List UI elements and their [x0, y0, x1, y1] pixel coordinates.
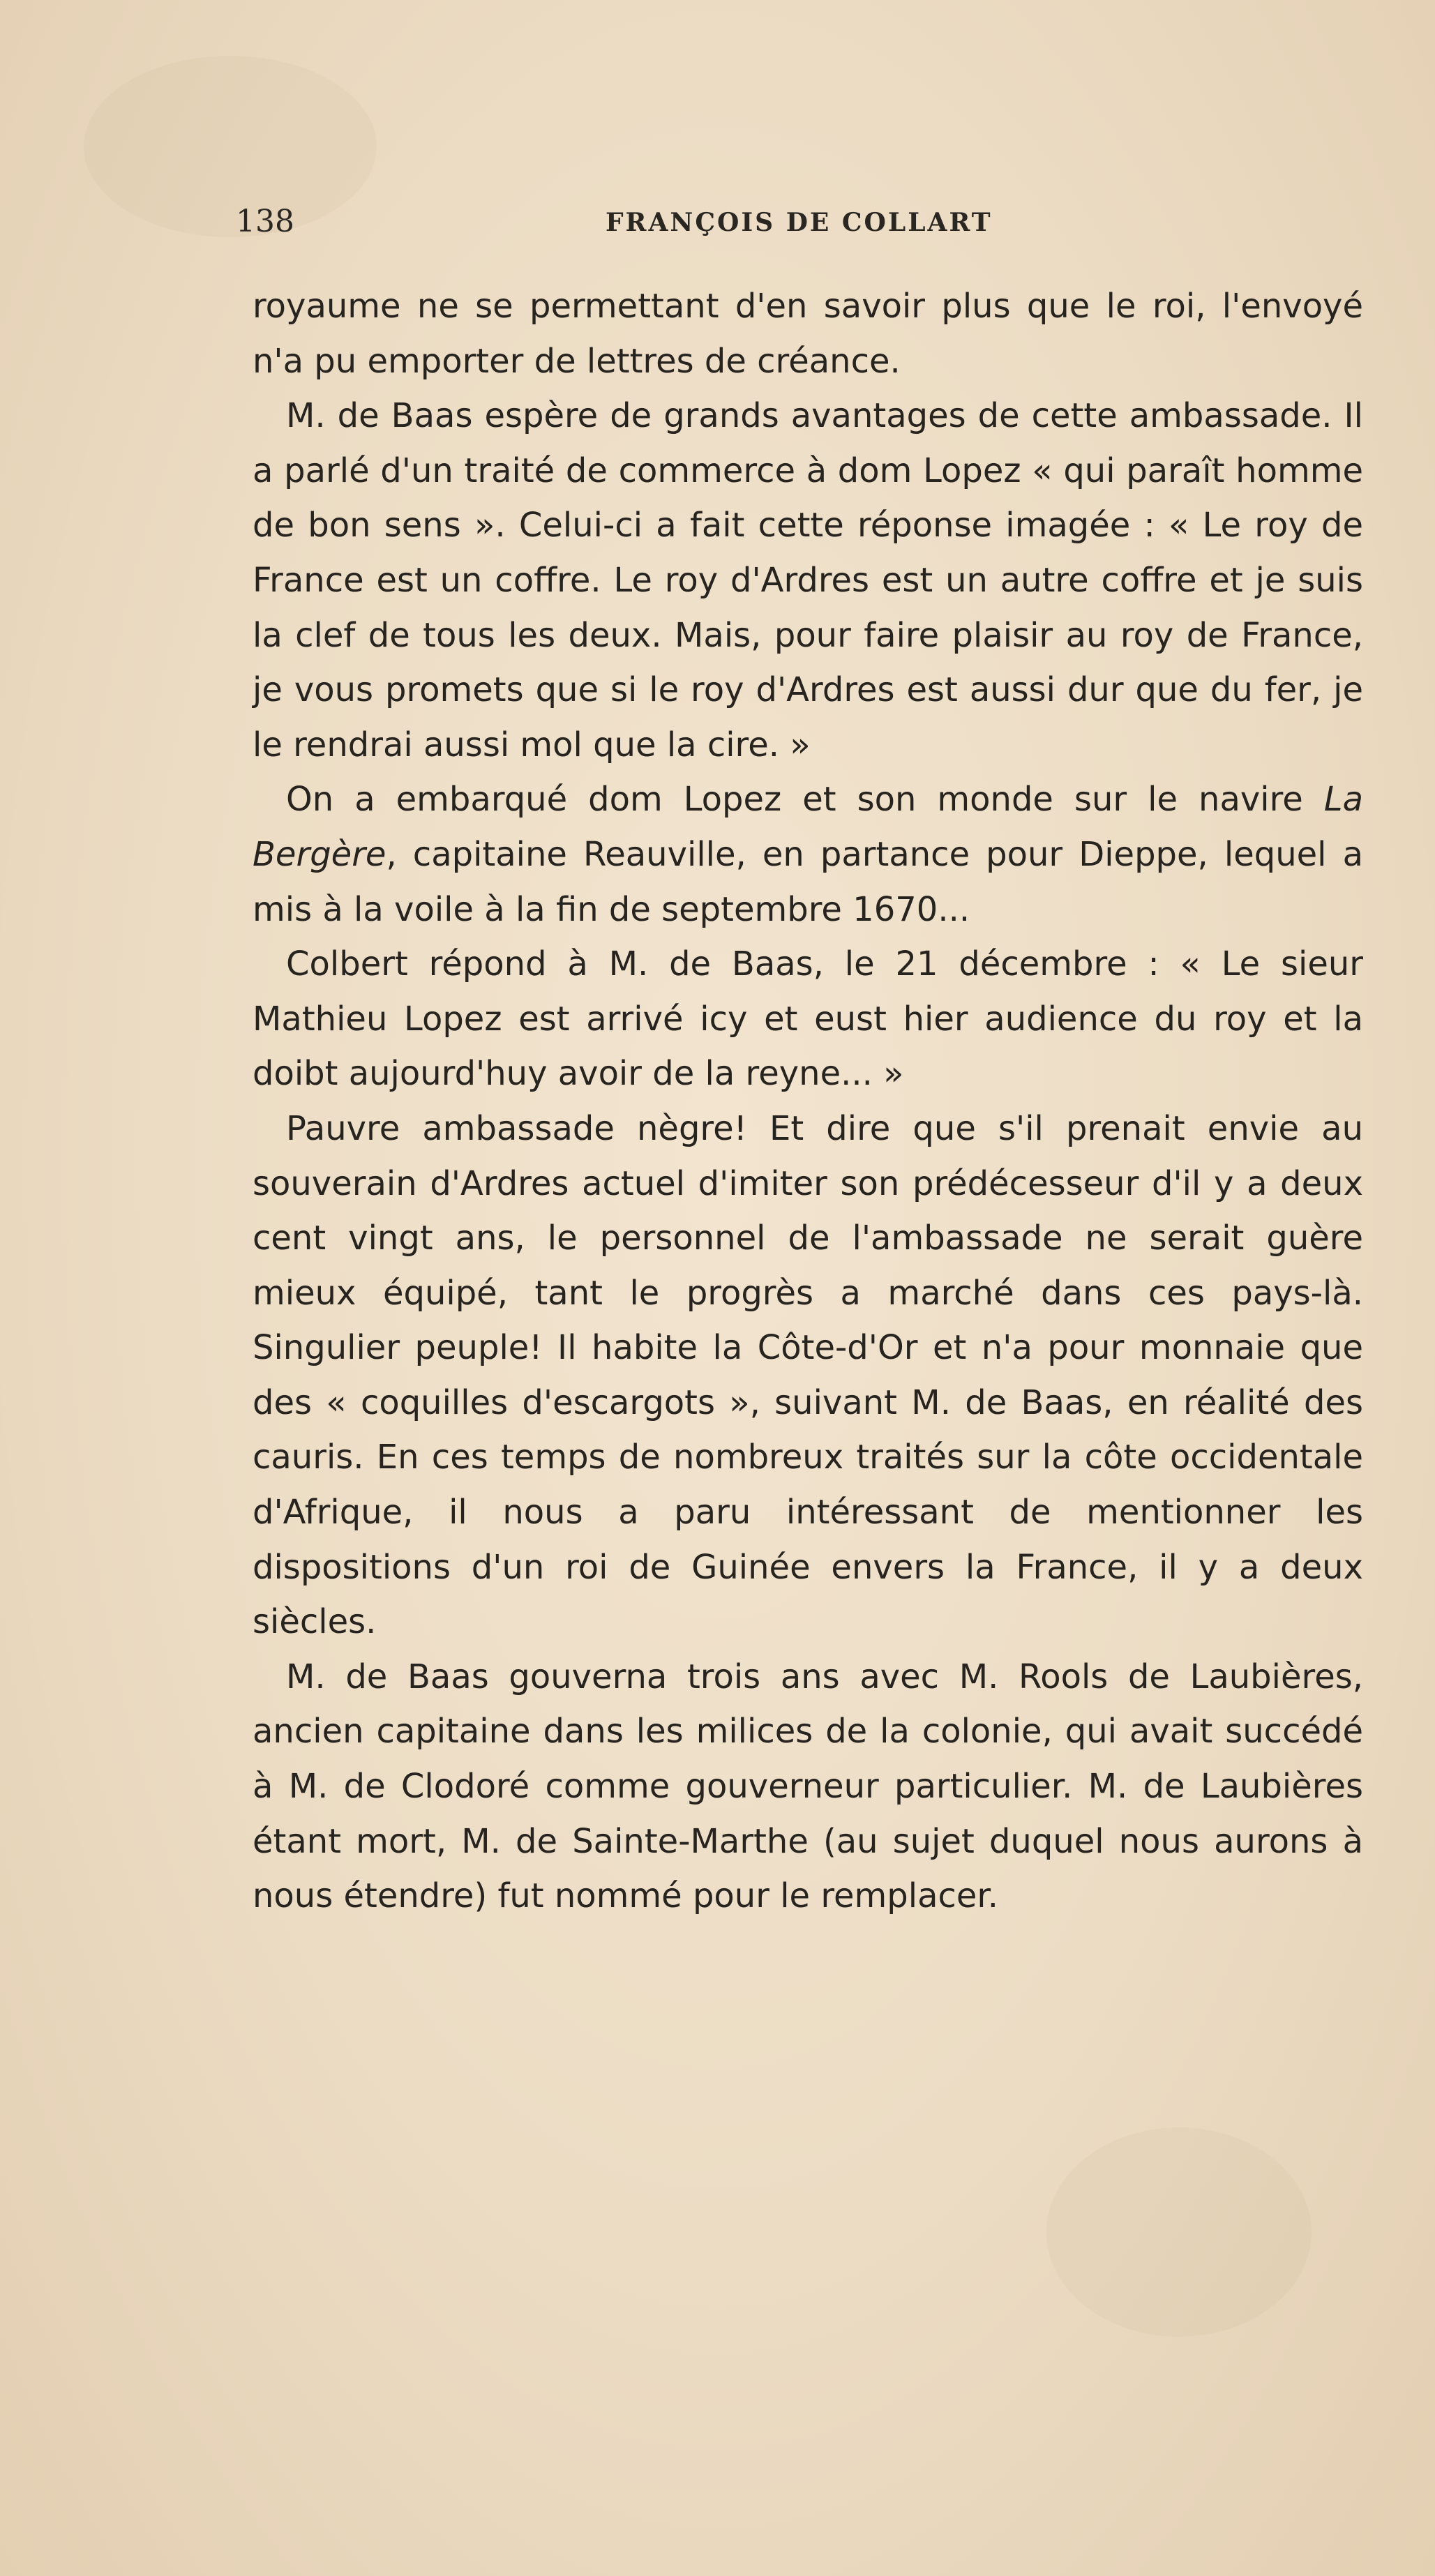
paragraph-text: Colbert répond à M. de Baas, le 21 décembre : « Le sieur Mathieu Lopez est arrivé icy et eust hier audience du roy et la doibt aujourd'huy avoir de la reyne... »: [253, 944, 1363, 1094]
paragraph-text: , capitaine Reauville, en partance pour Dieppe, lequel a mis à la voile à la fin de septembre 1670...: [253, 834, 1363, 929]
paragraph: [253, 1650, 1363, 1924]
ship-name: La Bergère: [253, 780, 1363, 874]
running-title: FRANÇOIS DE COLLART: [606, 208, 993, 237]
page-number: 138: [236, 204, 294, 239]
running-head: [236, 204, 1387, 246]
paragraph: [253, 279, 1363, 389]
paragraph-text: royaume ne se permettant d'en savoir plus que le roi, l'envoyé n'a pu emporter de lettres de créance.: [253, 287, 1363, 381]
paragraph-text: On a embarqué dom Lopez et son monde sur le navire: [286, 780, 1324, 820]
paragraph-text: M. de Baas gouverna trois ans avec M. Rools de Laubières, ancien capitaine dans les milices de la colonie, qui avait succédé à M. de Clodoré comme gouverneur particulier. M. de Laubières étant mort, M. de Sainte-Marthe (au sujet duquel nous aurons à nous étendre) fut nommé pour le remplacer.: [253, 1657, 1363, 1916]
paper-stain: [1046, 2127, 1312, 2337]
paragraph-text: Pauvre ambassade nègre! Et dire que s'il prenait envie au souverain d'Ardres actuel d'imiter son prédécesseur d'il y a deux cent vingt ans, le personnel de l'ambassade ne serait guère mieux équipé, tant le progrès a marché dans ces pays-là. Singulier peuple! Il habite la Côte-d'Or et n'a pour monnaie que des « coquilles d'escargots », suivant M. de Baas, en réalité des cauris. En ces temps de nombreux traités sur la côte occidentale d'Afrique, il nous a paru intéressant de mentionner les dispositions d'un roi de Guinée envers la France, il y a deux siècles.: [253, 1108, 1363, 1642]
paragraph: [253, 1101, 1363, 1650]
paragraph: [253, 772, 1363, 937]
body-text: [253, 279, 1363, 1924]
paragraph: [253, 389, 1363, 772]
paragraph: [253, 937, 1363, 1101]
paragraph-text: M. de Baas espère de grands avantages de cette ambassade. Il a parlé d'un traité de commerce à dom Lopez « qui paraît homme de bon sens ». Celui-ci a fait cette réponse imagée : « Le roy de France est un coffre. Le roy d'Ardres est un autre coffre et je suis la clef de tous les deux. Mais, pour faire plaisir au roy de France, je vous promets que si le roy d'Ardres est aussi dur que du fer, je le rendrai aussi mol que la cire. »: [253, 396, 1363, 764]
